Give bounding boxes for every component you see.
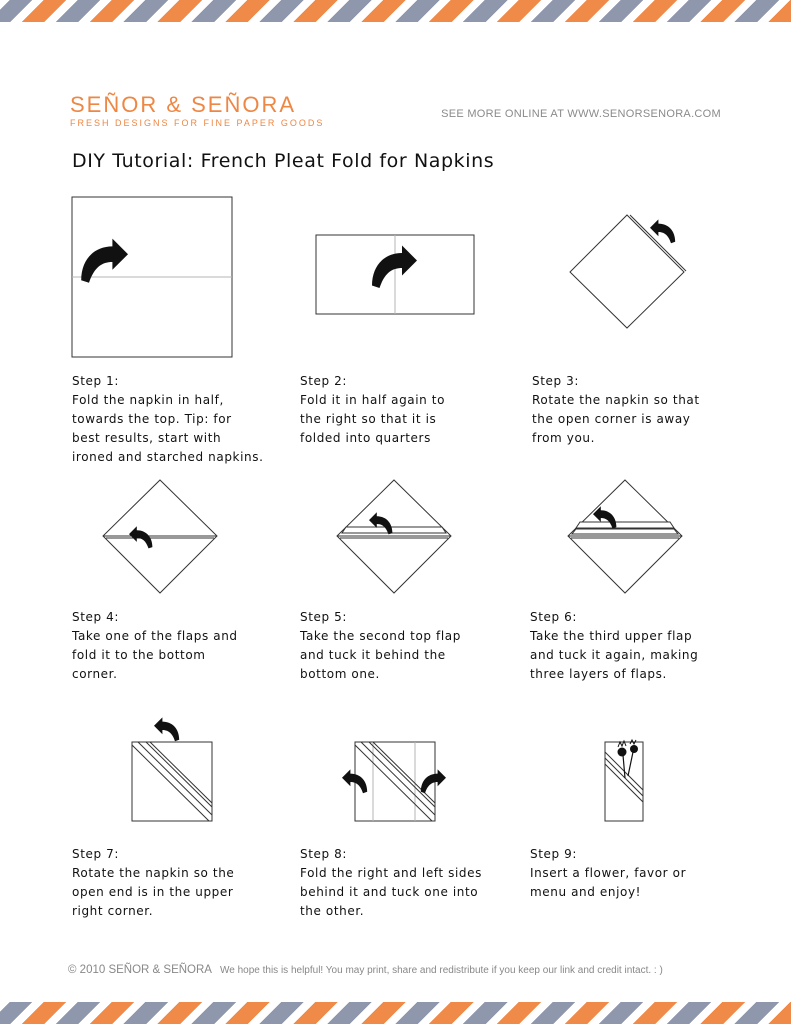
website-link[interactable]: SEE MORE ONLINE AT WWW.SENORSENORA.COM <box>441 108 721 120</box>
step-2-diagram <box>316 235 474 314</box>
step-7 <box>72 845 292 921</box>
step-8-diagram <box>342 742 446 821</box>
step-description: Fold the napkin in half, towards the top. Tip: for best results, start with ironed and starched napkins. <box>72 393 264 464</box>
step-label: Step 9: <box>530 847 578 861</box>
step-4 <box>72 608 292 684</box>
step-label: Step 5: <box>300 610 348 624</box>
step-3 <box>532 372 752 448</box>
step-label: Step 4: <box>72 610 120 624</box>
curved-arrow-icon <box>154 717 179 741</box>
step-5-diagram <box>337 480 451 593</box>
step-description: Take the third upper flap and tuck it again, making three layers of flaps. <box>530 629 699 681</box>
brand-name: SEÑOR & SEÑORA <box>70 92 297 117</box>
curved-arrow-icon <box>650 219 675 243</box>
step-6 <box>530 608 750 684</box>
step-description: Take the second top flap and tuck it behind the bottom one. <box>300 629 461 681</box>
step-description: Fold the right and left sides behind it and tuck one into the other. <box>300 866 482 918</box>
step-label: Step 1: <box>72 374 120 388</box>
step-6-diagram <box>568 480 682 593</box>
step-label: Step 7: <box>72 847 120 861</box>
step-9-diagram <box>605 740 643 821</box>
step-description: Rotate the napkin so the open end is in the upper right corner. <box>72 866 235 918</box>
step-1 <box>72 372 292 467</box>
step-7-diagram <box>132 717 212 821</box>
step-4-diagram <box>103 480 217 593</box>
step-1-diagram <box>72 197 232 357</box>
step-label: Step 3: <box>532 374 580 388</box>
step-3-diagram <box>570 215 686 328</box>
step-label: Step 8: <box>300 847 348 861</box>
step-8 <box>300 845 530 921</box>
airmail-stripe-bottom <box>0 1002 791 1024</box>
step-description: Insert a flower, favor or menu and enjoy! <box>530 866 687 899</box>
step-2 <box>300 372 520 448</box>
step-description: Take one of the flaps and fold it to the bottom corner. <box>72 629 238 681</box>
step-5 <box>300 608 520 684</box>
step-9 <box>530 845 750 902</box>
step-label: Step 6: <box>530 610 578 624</box>
page-title: DIY Tutorial: French Pleat Fold for Napkins <box>72 150 495 172</box>
step-description: Fold it in half again to the right so that it is folded into quarters <box>300 393 446 445</box>
footer-note: We hope this is helpful! You may print, share and redistribute if you keep our link and credit intact. : ) <box>219 965 663 976</box>
step-label: Step 2: <box>300 374 348 388</box>
brand-tagline: FRESH DESIGNS FOR FINE PAPER GOODS <box>70 118 325 128</box>
footer-copyright: © 2010 SEÑOR & SEÑORA <box>68 964 212 976</box>
footer <box>68 964 663 976</box>
step-description: Rotate the napkin so that the open corner is away from you. <box>532 393 700 445</box>
